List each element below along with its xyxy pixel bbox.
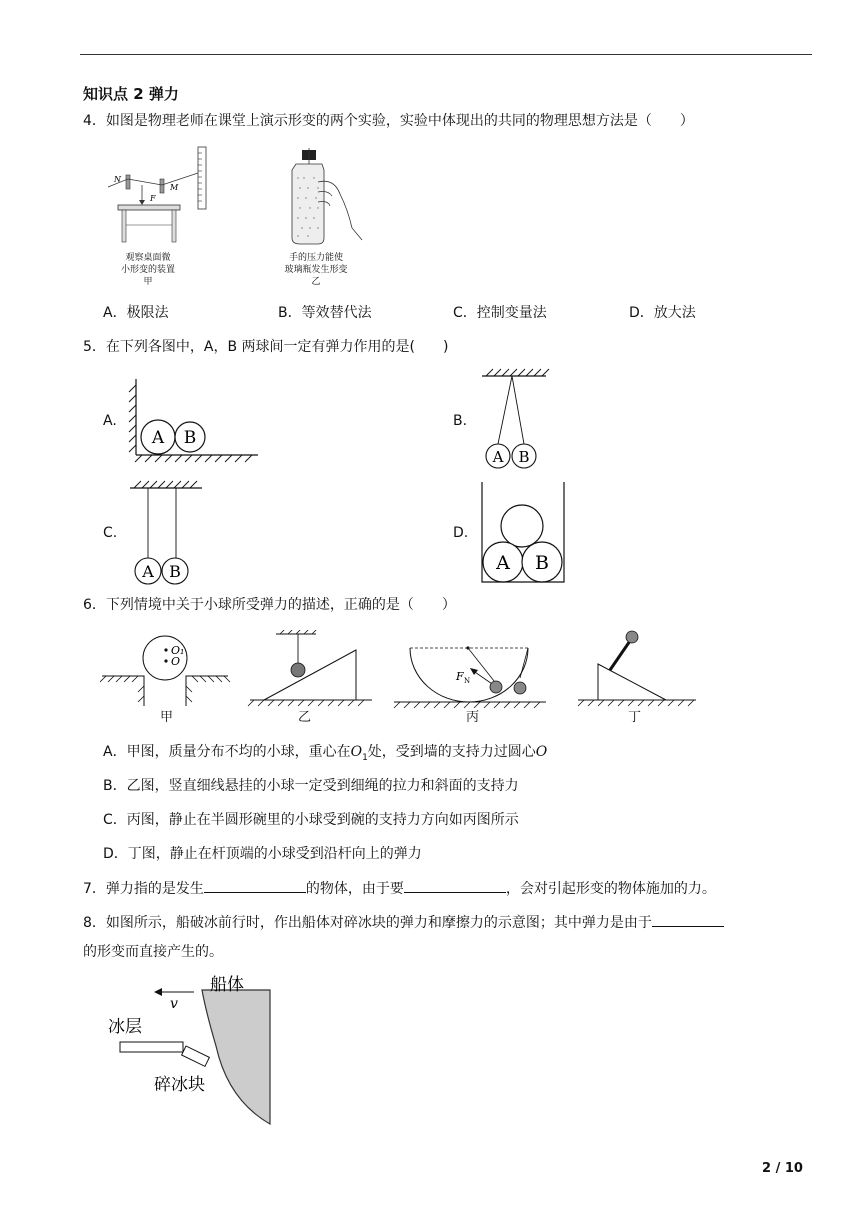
q7-part2: 的物体，由于要 <box>305 881 404 897</box>
question-7 <box>83 878 716 899</box>
q7-part3: ，会对引起形变的物体施加的力。 <box>505 881 716 897</box>
q5-figure-d <box>478 482 568 586</box>
q5d-ball-b: B <box>535 552 549 574</box>
q6-option-c[interactable]: C．丙图，静止在半圆形碗里的小球受到碗的支持力方向如丙图所示 <box>103 812 519 828</box>
q5-option-d-label[interactable]: D. <box>453 525 469 541</box>
q5-figure-a <box>122 375 264 467</box>
page-number: 2 / 10 <box>762 1161 803 1176</box>
q6-caption-bing: 丙 <box>466 710 480 725</box>
q7-blank-2[interactable] <box>404 878 506 893</box>
q6-caption-ding: 丁 <box>628 710 642 725</box>
q6-figure-jia <box>100 636 230 706</box>
q5b-ball-a: A <box>492 448 504 466</box>
q6-option-a-mid: 处，受到墙的支持力过圆心 <box>367 744 536 760</box>
header-rule <box>80 54 812 55</box>
q6-label-o: O <box>171 655 181 668</box>
q5-figure-c <box>128 476 208 588</box>
q6-label-fn-sub: N <box>464 677 471 685</box>
q4-option-a[interactable]: A．极限法 <box>103 305 169 321</box>
q4-figure-jia <box>98 145 228 250</box>
q8-label-ship: 船体 <box>210 975 244 995</box>
q8-label-ice-layer: 冰层 <box>108 1017 142 1037</box>
q6-option-d[interactable]: D．丁图，静止在杆顶端的小球受到沿杆向上的弹力 <box>103 846 422 862</box>
q4-caption-yi: 手的压力能使 玻璃瓶发生形变 乙 <box>284 253 348 287</box>
q4-figure-yi <box>278 148 368 250</box>
q4-option-c[interactable]: C．控制变量法 <box>453 305 547 321</box>
q6-option-b[interactable]: B．乙图，竖直细线悬挂的小球一定受到细绳的拉力和斜面的支持力 <box>103 778 519 794</box>
q4-caption-jia: 观察桌面微 小形变的装置 甲 <box>120 253 175 287</box>
q5-figure-b <box>478 364 550 474</box>
q4-label-f: F <box>150 194 156 203</box>
section-title: 知识点 2 弹力 <box>83 85 179 103</box>
q5b-ball-b: B <box>518 448 530 466</box>
q4-label-n: N <box>114 175 121 184</box>
q7-part1: 7．弹力指的是发生 <box>83 881 204 897</box>
question-8-line2: 的形变而直接产生的。 <box>83 944 223 960</box>
q4-label-m: M <box>170 183 179 192</box>
q6-label-o1: O₁ <box>171 644 185 657</box>
q6-option-a-prefix: A．甲图，质量分布不均的小球，重心在 <box>103 744 351 760</box>
q5c-ball-b: B <box>169 562 181 581</box>
q5c-ball-a: A <box>142 562 154 581</box>
q6-label-fn: F <box>456 670 464 683</box>
q6-figure-ding <box>578 631 696 706</box>
question-5-stem: 5．在下列各图中，A，B 两球间一定有弹力作用的是( ) <box>83 339 449 355</box>
q6-option-a[interactable] <box>103 742 547 768</box>
q8-blank[interactable] <box>652 912 724 927</box>
q8-figure <box>100 968 290 1128</box>
q4-option-b[interactable]: B．等效替代法 <box>278 305 372 321</box>
question-8-line1 <box>83 912 724 933</box>
q4-option-d[interactable]: D．放大法 <box>629 305 696 321</box>
q5a-ball-b: B <box>183 428 197 448</box>
question-6-stem: 6．下列情境中关于小球所受弹力的描述，正确的是（ ） <box>83 597 456 613</box>
q6-option-a-o1: O <box>350 744 363 760</box>
q6-figure-bing <box>394 646 546 708</box>
q8-line1-text: 8．如图所示，船破冰前行时，作出船体对碎冰块的弹力和摩擦力的示意图；其中弹力是由于 <box>83 915 652 931</box>
q6-caption-yi: 乙 <box>298 710 312 725</box>
q7-blank-1[interactable] <box>204 878 306 893</box>
q8-label-ice-piece: 碎冰块 <box>154 1075 205 1095</box>
q5-option-b-label[interactable]: B. <box>453 413 468 429</box>
q6-figures <box>100 630 700 710</box>
q8-label-v: v <box>170 996 178 1012</box>
q6-figure-yi <box>248 630 372 706</box>
q5a-ball-a: A <box>151 428 165 448</box>
q5d-ball-a: A <box>496 552 510 574</box>
q5-option-a-label[interactable]: A. <box>103 413 117 429</box>
question-4-stem: 4．如图是物理老师在课堂上演示形变的两个实验，实验中体现出的共同的物理思想方法是（ ） <box>83 113 694 129</box>
q6-caption-jia: 甲 <box>160 710 174 725</box>
q6-option-a-o: O <box>535 744 548 760</box>
q5-option-c-label[interactable]: C. <box>103 525 118 541</box>
q6-option-a-o1-sub: 1 <box>362 752 368 763</box>
